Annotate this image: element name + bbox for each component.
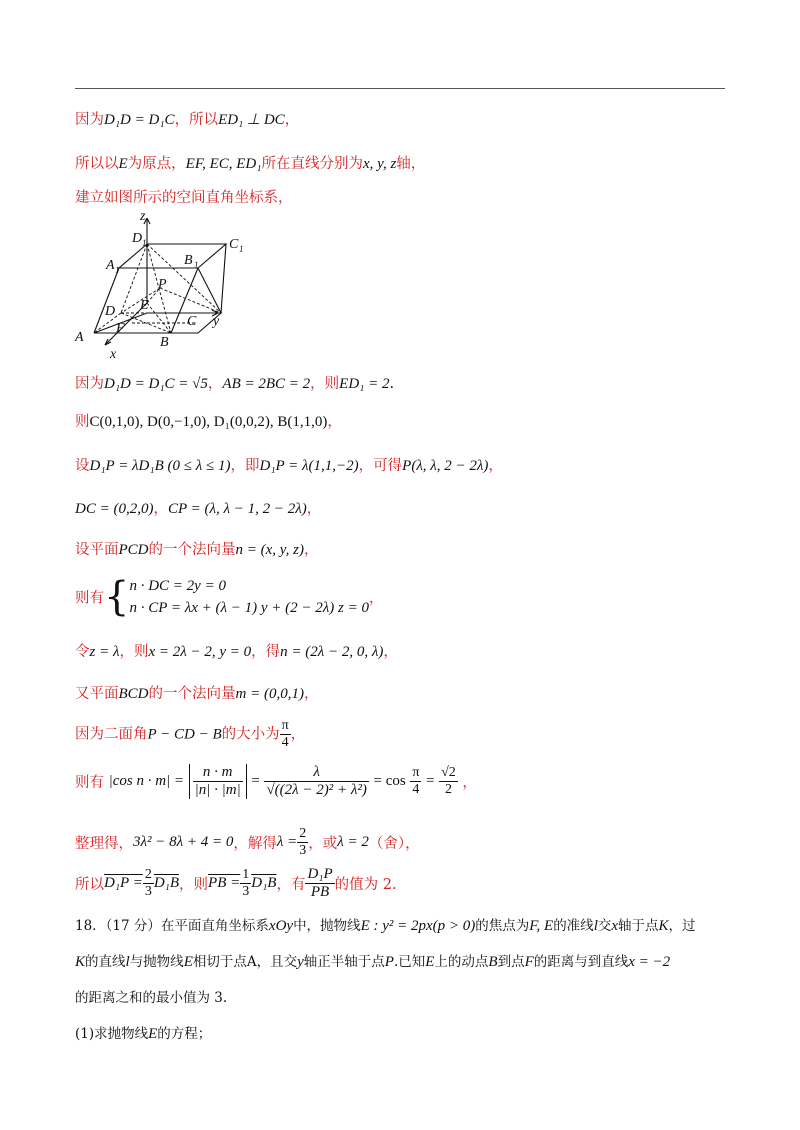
question-18-part-1: (1)求抛物线E的方程； (75, 1026, 212, 1042)
label-z: z (140, 209, 146, 224)
solution-line-3: 建立如图所示的空间直角坐标系， (75, 190, 293, 206)
svg-text:1: 1 (115, 265, 120, 275)
solution-line-13: 则有 |cos n · m| = $\frac{n \cdot m}{|n| \cdot |m|}$ = $\frac{\lambda}{\text{√((2λ − 2)² + λ²)}}$ = cos $\frac{\pi}{4}$ = $\frac{√2}{2}$ ， (75, 764, 477, 798)
label-P: P (158, 277, 167, 292)
label-F: F (116, 321, 125, 336)
top-face (119, 244, 226, 268)
solution-line-14: 整理得，3λ² − 8λ + 4 = 0，解得λ = $\frac{2}{3}$ ，或λ = 2（舍）， (75, 826, 420, 858)
svg-text:1: 1 (194, 260, 199, 270)
label-C1: C (229, 237, 239, 252)
solution-line-15: 所以D₁P = $\frac{2}{3}$ D₁B，则PB = $\frac{1}{3}$ D₁B，有 $\frac{\text{D₁P}}{PB}$ 的值为 2. (75, 866, 397, 900)
solution-line-12: 因为二面角P − CD − B的大小为 $\frac{\pi}{4}$ ， (75, 718, 306, 750)
label-A: A (75, 330, 84, 345)
solution-line-10: 令z = λ，则x = 2λ − 2, y = 0，得n = (2λ − 2, 0, λ)， (75, 644, 398, 660)
label-x: x (110, 347, 117, 362)
question-18-line-1: 18．（17 分）在平面直角坐标系xOy中，抛物线E : y² = 2px(p > 0)的焦点为F, E的准线l交x轴于点K，过 (75, 918, 696, 934)
label-B: B (160, 335, 169, 350)
svg-text:1: 1 (142, 238, 147, 248)
label-C: C (187, 314, 197, 329)
label-B1: B (184, 253, 193, 268)
solution-line-9: 则有{ n · DC = 2y = 0 n · CP = λx + (λ − 1) y + (2 − 2λ) z = 0 ， (75, 574, 384, 620)
label-A1: A (106, 258, 115, 273)
label-E: E (140, 298, 149, 313)
solution-line-4: 因为D₁D = D₁C = √5，AB = 2BC = 2，则ED₁ = 2. (75, 376, 395, 392)
label-y: y (213, 314, 220, 329)
label-D: D (105, 304, 116, 319)
solution-line-8: 设平面PCD的一个法向量n = (x, y, z)， (75, 542, 319, 558)
solution-line-7: DC = (0,2,0)，CP = (λ, λ − 1, 2 − 2λ)， (75, 501, 322, 517)
coordinate-figure (70, 208, 270, 363)
header-rule (75, 88, 725, 89)
label-D1: D (132, 231, 143, 246)
svg-text:1: 1 (239, 244, 244, 254)
question-18-line-2: K的直线l与抛物线E相切于点A，且交y轴正半轴于点P.已知E上的动点B到点F的距离与到直线x = −2 (75, 954, 671, 970)
question-18-line-3: 的距离之和的最小值为 3. (75, 990, 228, 1006)
solution-line-1: 因为D₁D = D₁C，所以ED₁ ⊥ DC， (75, 112, 300, 128)
solution-line-2: 所以以E为原点，EF, EC, ED₁所在直线分别为x, y, z轴， (75, 156, 426, 172)
solution-line-5: 则C(0,1,0), D(0,−1,0), D₁(0,0,2), B(1,1,0)， (75, 414, 342, 430)
solution-line-6: 设D₁P = λD₁B (0 ≤ λ ≤ 1)，即D₁P = λ(1,1,−2)，可得P(λ, λ, 2 − 2λ)， (75, 458, 503, 474)
solution-line-11: 又平面BCD的一个法向量m = (0,0,1)， (75, 686, 319, 702)
